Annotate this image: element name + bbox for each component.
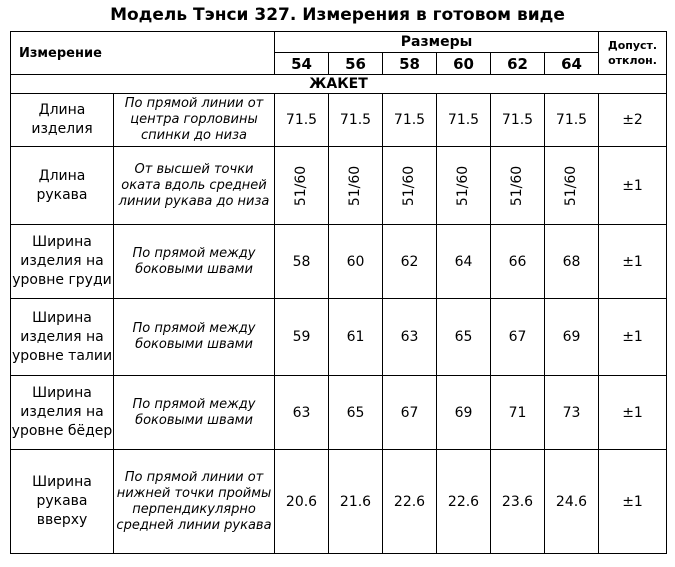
value-cell: 65 [329,376,383,450]
value-cell: 62 [383,225,437,299]
value-cell [275,147,329,225]
page-title: Модель Тэнси 327. Измерения в готовом виде [110,5,565,25]
tolerance-cell: ±1 [599,299,667,376]
measurement-name: Длина рукава [11,147,114,225]
measurement-name: Длина изделия [11,94,114,147]
value-cell: 73 [545,376,599,450]
value-cell [437,147,491,225]
value-cell [545,147,599,225]
value-cell: 66 [491,225,545,299]
value-cell: 60 [329,225,383,299]
value-cell: 65 [437,299,491,376]
value-cell: 63 [383,299,437,376]
table-row [11,147,667,225]
rotated-value: 51/60 [347,165,364,206]
measurement-name: Ширина изделия на уровне бёдер [11,376,114,450]
value-cell: 68 [545,225,599,299]
value-cell: 71 [491,376,545,450]
measurement-description: По прямой между боковыми швами [114,299,275,376]
measurement-description: По прямой линии от центра горловины спинки до низа [114,94,275,147]
value-cell: 23.6 [491,450,545,554]
table-row [11,94,667,147]
value-cell [491,147,545,225]
table-row [11,225,667,299]
value-cell: 20.6 [275,450,329,554]
tolerance-cell: ±2 [599,94,667,147]
measurement-description: От высшей точки оката вдоль средней линии рукава до низа [114,147,275,225]
value-cell: 61 [329,299,383,376]
measurement-description: По прямой между боковыми швами [114,225,275,299]
measurement-name: Ширина рукава вверху [11,450,114,554]
header-measurement: Измерение [11,32,275,75]
value-cell: 59 [275,299,329,376]
value-cell: 22.6 [383,450,437,554]
header-tolerance: Допуст. отклон. [599,32,667,75]
value-cell: 71.5 [275,94,329,147]
table-row [11,299,667,376]
rotated-value: 51/60 [455,165,472,206]
value-cell: 58 [275,225,329,299]
rotated-value: 51/60 [509,165,526,206]
rotated-value: 51/60 [401,165,418,206]
value-cell: 67 [491,299,545,376]
tolerance-cell: ±1 [599,147,667,225]
size-header: 56 [329,53,383,75]
value-cell: 71.5 [491,94,545,147]
value-cell: 21.6 [329,450,383,554]
value-cell [329,147,383,225]
measurement-name: Ширина изделия на уровне талии [11,299,114,376]
measurement-description: По прямой между боковыми швами [114,376,275,450]
value-cell: 63 [275,376,329,450]
rotated-value: 51/60 [563,165,580,206]
rotated-value: 51/60 [293,165,310,206]
value-cell: 71.5 [383,94,437,147]
value-cell: 69 [437,376,491,450]
tolerance-cell: ±1 [599,450,667,554]
value-cell: 64 [437,225,491,299]
value-cell [383,147,437,225]
size-header: 58 [383,53,437,75]
value-cell: 69 [545,299,599,376]
tolerance-cell: ±1 [599,225,667,299]
measurements-table [10,31,667,554]
table-row [11,450,667,554]
size-header: 62 [491,53,545,75]
value-cell: 22.6 [437,450,491,554]
value-cell: 71.5 [437,94,491,147]
size-header: 64 [545,53,599,75]
tolerance-cell: ±1 [599,376,667,450]
value-cell: 24.6 [545,450,599,554]
table-row [11,376,667,450]
section-header: ЖАКЕТ [11,75,667,94]
measurement-description: По прямой линии от нижней точки проймы перпендикулярно средней линии рукава [114,450,275,554]
value-cell: 71.5 [545,94,599,147]
header-sizes: Размеры [275,32,599,53]
size-header: 60 [437,53,491,75]
measurement-name: Ширина изделия на уровне груди [11,225,114,299]
size-header: 54 [275,53,329,75]
value-cell: 67 [383,376,437,450]
value-cell: 71.5 [329,94,383,147]
